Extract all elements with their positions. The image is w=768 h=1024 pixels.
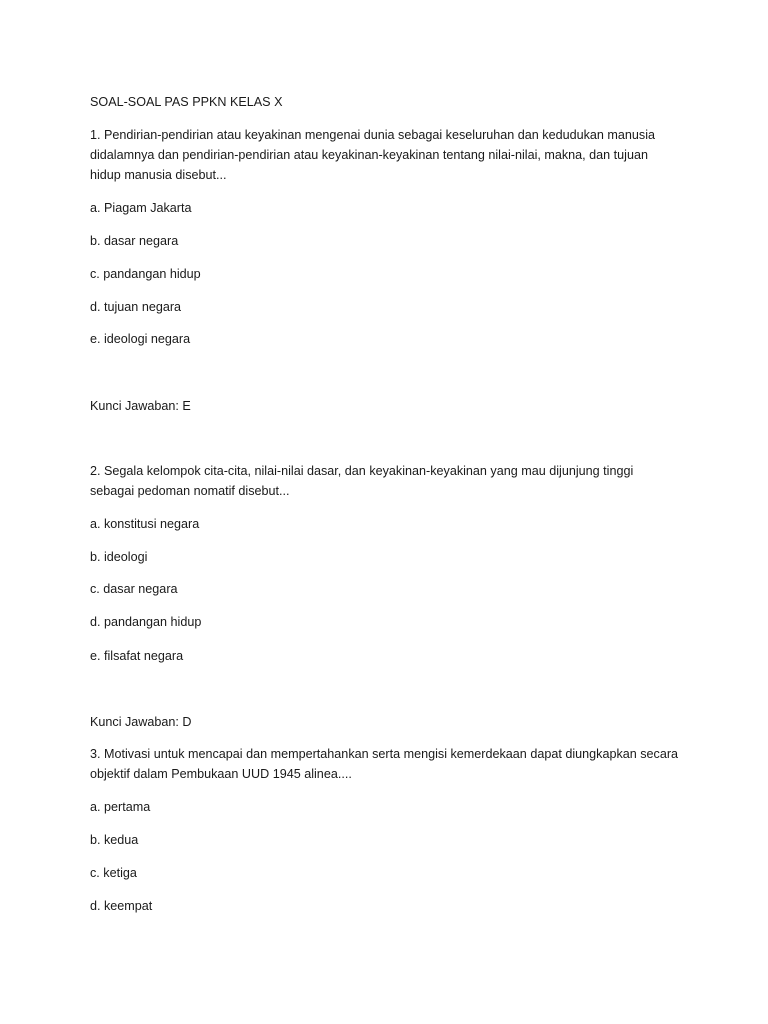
question-1-answer-key: Kunci Jawaban: E xyxy=(90,399,191,413)
question-3-option-b: b. kedua xyxy=(90,833,139,847)
question-3-text: 3. Motivasi untuk mencapai dan mempertahankan serta mengisi kemerdekaan dapat diungkapkan secara objektif dalam Pembukaan UUD 1945 alinea.... xyxy=(90,747,679,781)
question-1-option-e: e. ideologi negara xyxy=(90,332,191,346)
question-2-option-c: c. dasar negara xyxy=(90,582,178,596)
question-3-option-a: a. pertama xyxy=(90,800,151,814)
question-2-option-d: d. pandangan hidup xyxy=(90,615,202,629)
question-2-answer-key: Kunci Jawaban: D xyxy=(90,715,192,729)
question-1-option-b: b. dasar negara xyxy=(90,234,179,248)
question-1-option-c: c. pandangan hidup xyxy=(90,267,201,281)
question-1-option-a: a. Piagam Jakarta xyxy=(90,201,192,215)
question-2-option-b: b. ideologi xyxy=(90,550,148,564)
document-title: SOAL-SOAL PAS PPKN KELAS X xyxy=(90,95,283,109)
question-2-option-e: e. filsafat negara xyxy=(90,649,184,663)
question-1-option-d: d. tujuan negara xyxy=(90,300,182,314)
question-3-option-c: c. ketiga xyxy=(90,866,137,880)
question-2-option-a: a. konstitusi negara xyxy=(90,517,200,531)
question-1-text: 1. Pendirian-pendirian atau keyakinan mengenai dunia sebagai keseluruhan dan kedudukan manusia didalamnya dan pendirian-pendirian atau keyakinan-keyakinan tentang nilai-nilai, makna, dan tujuan hidup manusia disebut... xyxy=(90,128,656,182)
question-2-text: 2. Segala kelompok cita-cita, nilai-nilai dasar, dan keyakinan-keyakinan yang mau dijunjung tinggi sebagai pedoman nomatif disebut... xyxy=(90,464,634,498)
question-3-option-d: d. keempat xyxy=(90,899,153,913)
